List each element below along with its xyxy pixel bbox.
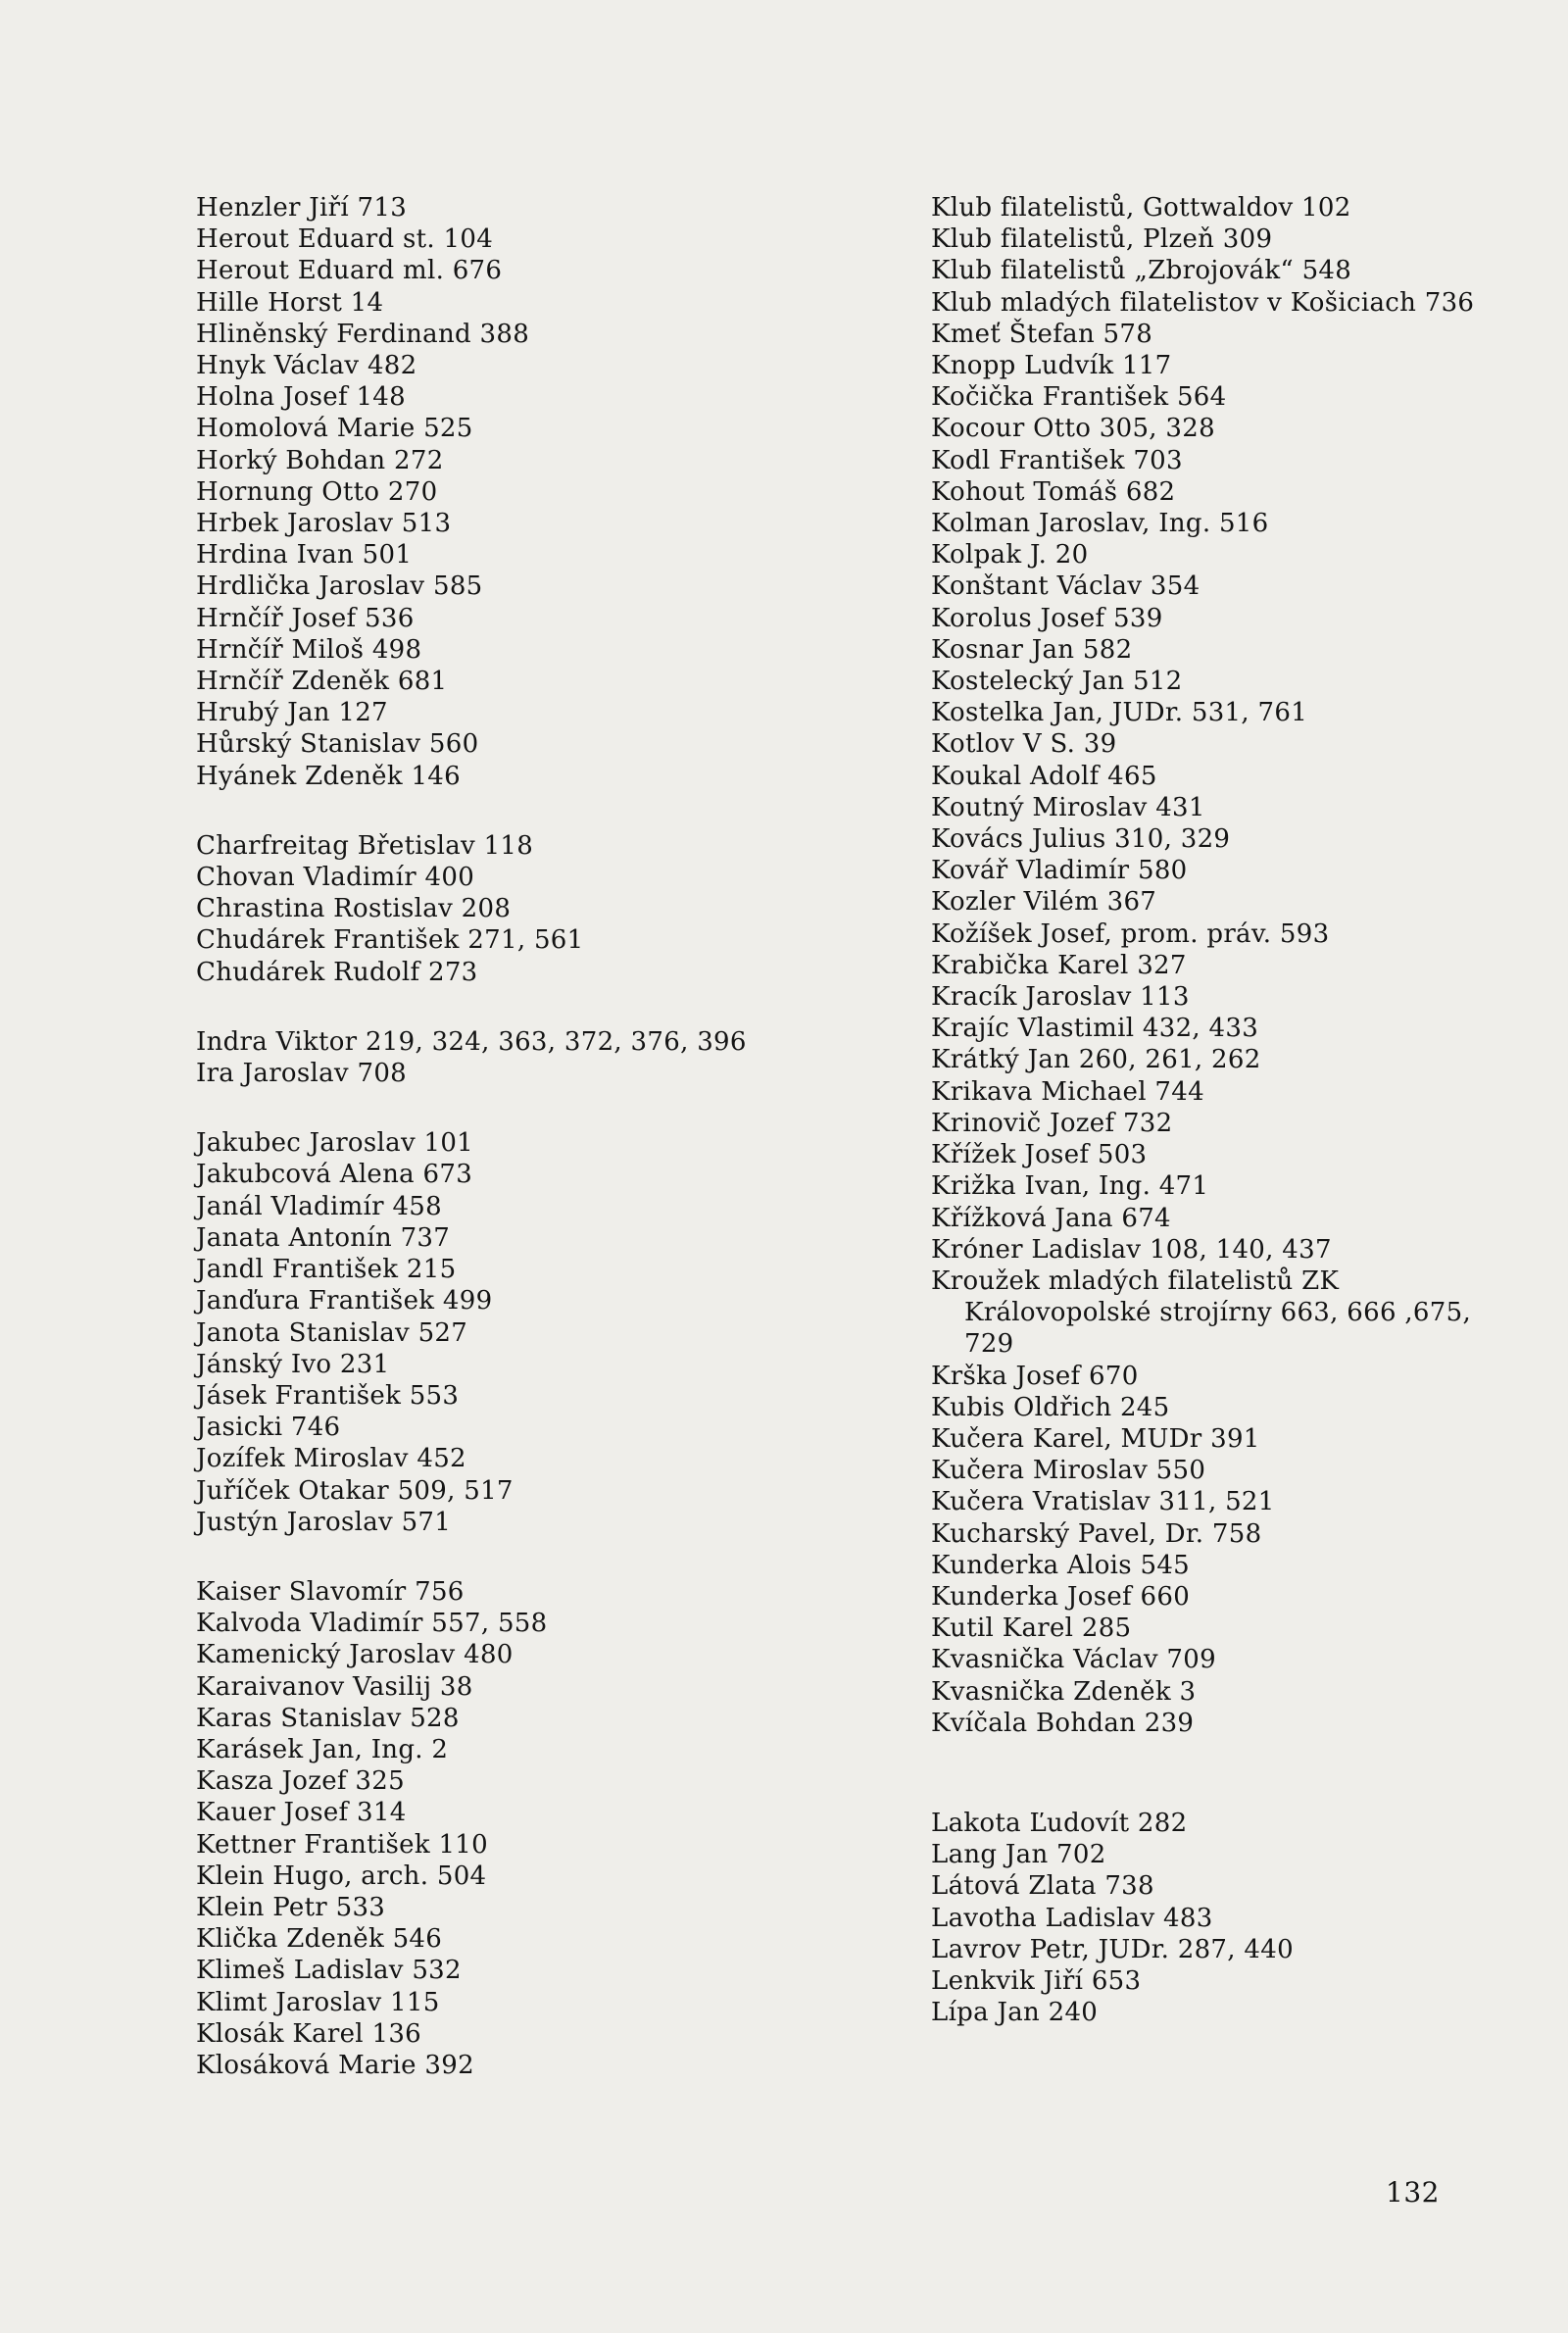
index-entry: Herout Eduard ml. 676: [196, 256, 503, 286]
index-entry: Karásek Jan, Ing. 2: [196, 1734, 449, 1764]
index-entry: Kotlov V S. 39: [931, 729, 1117, 760]
index-entry: Knopp Ludvík 117: [931, 351, 1172, 381]
index-entry: Kamenický Jaroslav 480: [196, 1640, 514, 1670]
index-entry: Karas Stanislav 528: [196, 1703, 460, 1733]
index-entry: Križka Ivan, Ing. 471: [931, 1171, 1209, 1202]
index-entry: Kostelecký Jan 512: [931, 667, 1183, 697]
index-entry: Klub filatelistů, Gottwaldov 102: [931, 193, 1351, 223]
index-entry: Chovan Vladimír 400: [196, 863, 475, 893]
index-entry: Janál Vladimír 458: [196, 1191, 442, 1221]
index-entry: Jakubec Jaroslav 101: [196, 1128, 474, 1159]
index-entry: Horký Bohdan 272: [196, 445, 444, 475]
index-entry: Kucharský Pavel, Dr. 758: [931, 1518, 1262, 1549]
index-entry: Klička Zdeněk 546: [196, 1924, 443, 1955]
index-entry: Kunderka Alois 545: [931, 1550, 1191, 1580]
index-entry: Kutil Karel 285: [931, 1613, 1132, 1644]
index-entry: Kostelka Jan, JUDr. 531, 761: [931, 698, 1308, 728]
index-entry: Kunderka Josef 660: [931, 1581, 1191, 1612]
index-entry: Krška Josef 670: [931, 1361, 1139, 1391]
index-entry: Kohout Tomáš 682: [931, 476, 1176, 507]
index-entry: Krinovič Jozef 732: [931, 1108, 1173, 1138]
index-entry: Hornung Otto 270: [196, 476, 438, 507]
index-entry: Krikava Michael 744: [931, 1076, 1204, 1107]
index-entry: Kubis Oldřich 245: [931, 1392, 1170, 1422]
index-entry: Kolman Jaroslav, Ing. 516: [931, 509, 1269, 539]
index-entry: Jakubcová Alena 673: [196, 1160, 473, 1190]
index-entry: Klub mladých filatelistov v Košiciach 736: [931, 287, 1475, 318]
index-entry: Klub filatelistů, Plzeň 309: [931, 224, 1273, 255]
index-entry: Hrnčíř Miloš 498: [196, 634, 422, 665]
index-entry: Krátký Jan 260, 261, 262: [931, 1045, 1261, 1075]
index-entry: Charfreitag Břetislav 118: [196, 830, 534, 861]
index-entry: Ira Jaroslav 708: [196, 1059, 408, 1089]
index-entry: Hille Horst 14: [196, 287, 384, 318]
index-entry: Křížek Josef 503: [931, 1140, 1148, 1170]
index-entry: Klosák Karel 136: [196, 2018, 422, 2049]
index-entry: Kasza Jozef 325: [196, 1766, 405, 1797]
index-entry: Homolová Marie 525: [196, 414, 473, 444]
index-entry: Kvasnička Václav 709: [931, 1645, 1216, 1675]
index-group-j: [196, 1127, 902, 1538]
index-entry: Janota Stanislav 527: [196, 1317, 468, 1348]
index-entry: Herout Eduard st. 104: [196, 224, 494, 255]
index-entry: Henzler Jiří 713: [196, 193, 408, 223]
page-number: 132: [1386, 2176, 1440, 2209]
index-group-ch: [196, 830, 902, 988]
group-spacer: [196, 988, 902, 1026]
index-entry: Látová Zlata 738: [931, 1871, 1154, 1902]
index-entry: Krajíc Vlastimil 432, 433: [931, 1014, 1259, 1044]
index-entry: Chudárek Rudolf 273: [196, 957, 478, 987]
index-group-i: [196, 1026, 902, 1089]
index-entry: Króner Ladislav 108, 140, 437: [931, 1234, 1332, 1265]
index-entry: Lenkvik Jiří 653: [931, 1965, 1142, 1996]
index-entry: Hrubý Jan 127: [196, 698, 388, 728]
index-entry: Jozífek Miroslav 452: [196, 1444, 466, 1474]
index-entry: Hrdlička Jaroslav 585: [196, 571, 483, 602]
index-entry: Lavrov Petr, JUDr. 287, 440: [931, 1934, 1294, 1964]
index-entry: Kožíšek Josef, prom. práv. 593: [931, 918, 1330, 949]
index-entry: Kosnar Jan 582: [931, 634, 1133, 665]
index-entry: Křížková Jana 674: [931, 1203, 1171, 1233]
index-entry: Hrnčíř Zdeněk 681: [196, 667, 448, 697]
index-entry: Indra Viktor 219, 324, 363, 372, 376, 396: [196, 1026, 747, 1057]
index-entry: Kovács Julius 310, 329: [931, 824, 1231, 855]
index-entry: Kozler Vilém 367: [931, 887, 1157, 918]
index-group-k-continued: [931, 192, 1480, 1739]
index-entry: Lípa Jan 240: [931, 1998, 1099, 2028]
right-index-column: [931, 192, 1480, 2028]
index-entry: Kučera Vratislav 311, 521: [931, 1487, 1275, 1517]
index-entry: Hrnčíř Josef 536: [196, 603, 415, 633]
index-entry: Janďura František 499: [196, 1286, 493, 1316]
index-entry: Lakota Ľudovít 282: [931, 1808, 1188, 1838]
index-entry: Hnyk Václav 482: [196, 351, 417, 381]
index-entry: Kočička František 564: [931, 382, 1227, 413]
index-group-l: [931, 1808, 1480, 2028]
index-entry: Jandl František 215: [196, 1255, 457, 1285]
index-entry: Hliněnský Ferdinand 388: [196, 319, 530, 349]
index-entry: Kovář Vladimír 580: [931, 856, 1188, 886]
index-entry: Klub filatelistů „Zbrojovák“ 548: [931, 256, 1352, 286]
group-spacer: [931, 1739, 1480, 1808]
group-spacer: [196, 792, 902, 830]
index-entry: Koukal Adolf 465: [931, 761, 1157, 791]
index-entry: Lang Jan 702: [931, 1840, 1106, 1870]
index-entry: Kolpak J. 20: [931, 540, 1089, 571]
index-entry: Lavotha Ladislav 483: [931, 1903, 1213, 1933]
index-entry: Hrdina Ivan 501: [196, 540, 413, 571]
index-entry: Juříček Otakar 509, 517: [196, 1475, 514, 1506]
index-entry: Holna Josef 148: [196, 382, 406, 413]
index-entry: Jasicki 746: [196, 1413, 341, 1443]
left-index-column: [196, 192, 902, 2081]
index-entry: Hyánek Zdeněk 146: [196, 761, 461, 791]
index-entry: Korolus Josef 539: [931, 603, 1163, 633]
index-entry: Kroužek mladých filatelistů ZK Královopolské strojírny 663, 666 ,675, 729: [931, 1266, 1472, 1360]
index-entry: Chudárek František 271, 561: [196, 925, 584, 956]
index-entry: Kettner František 110: [196, 1829, 488, 1860]
index-entry: Klimeš Ladislav 532: [196, 1956, 462, 1986]
index-entry: Jásek František 553: [196, 1380, 460, 1411]
index-entry: Justýn Jaroslav 571: [196, 1507, 452, 1537]
index-entry: Kmeť Štefan 578: [931, 319, 1153, 349]
index-entry: Kauer Josef 314: [196, 1798, 407, 1828]
index-entry: Kracík Jaroslav 113: [931, 982, 1190, 1013]
group-spacer: [196, 1538, 902, 1576]
index-entry: Kalvoda Vladimír 557, 558: [196, 1609, 548, 1639]
index-entry: Koutný Miroslav 431: [931, 792, 1205, 822]
index-entry: Hrbek Jaroslav 513: [196, 509, 452, 539]
index-entry: Kvasnička Zdeněk 3: [931, 1676, 1197, 1707]
index-entry: Klosáková Marie 392: [196, 2050, 474, 2080]
group-spacer: [196, 1089, 902, 1127]
index-entry: Kodl František 703: [931, 445, 1183, 475]
index-entry: Kučera Miroslav 550: [931, 1456, 1206, 1486]
index-entry: Kaiser Slavomír 756: [196, 1576, 465, 1607]
index-entry: Konštant Václav 354: [931, 571, 1200, 602]
index-entry: Kučera Karel, MUDr 391: [931, 1423, 1260, 1454]
index-entry: Hůrský Stanislav 560: [196, 729, 479, 760]
index-entry: Kvíčala Bohdan 239: [931, 1708, 1195, 1738]
index-entry: Jánský Ivo 231: [196, 1349, 390, 1379]
index-entry: Karaivanov Vasilij 38: [196, 1671, 473, 1702]
index-entry: Krabička Karel 327: [931, 950, 1187, 980]
index-group-h: [196, 192, 902, 792]
index-group-k: [196, 1576, 902, 2081]
index-entry: Janata Antonín 737: [196, 1222, 451, 1253]
index-entry: Chrastina Rostislav 208: [196, 894, 512, 924]
index-entry: Klein Petr 533: [196, 1892, 386, 1922]
index-entry: Klimt Jaroslav 115: [196, 1987, 440, 2017]
index-entry: Klein Hugo, arch. 504: [196, 1861, 487, 1891]
index-entry: Kocour Otto 305, 328: [931, 414, 1215, 444]
